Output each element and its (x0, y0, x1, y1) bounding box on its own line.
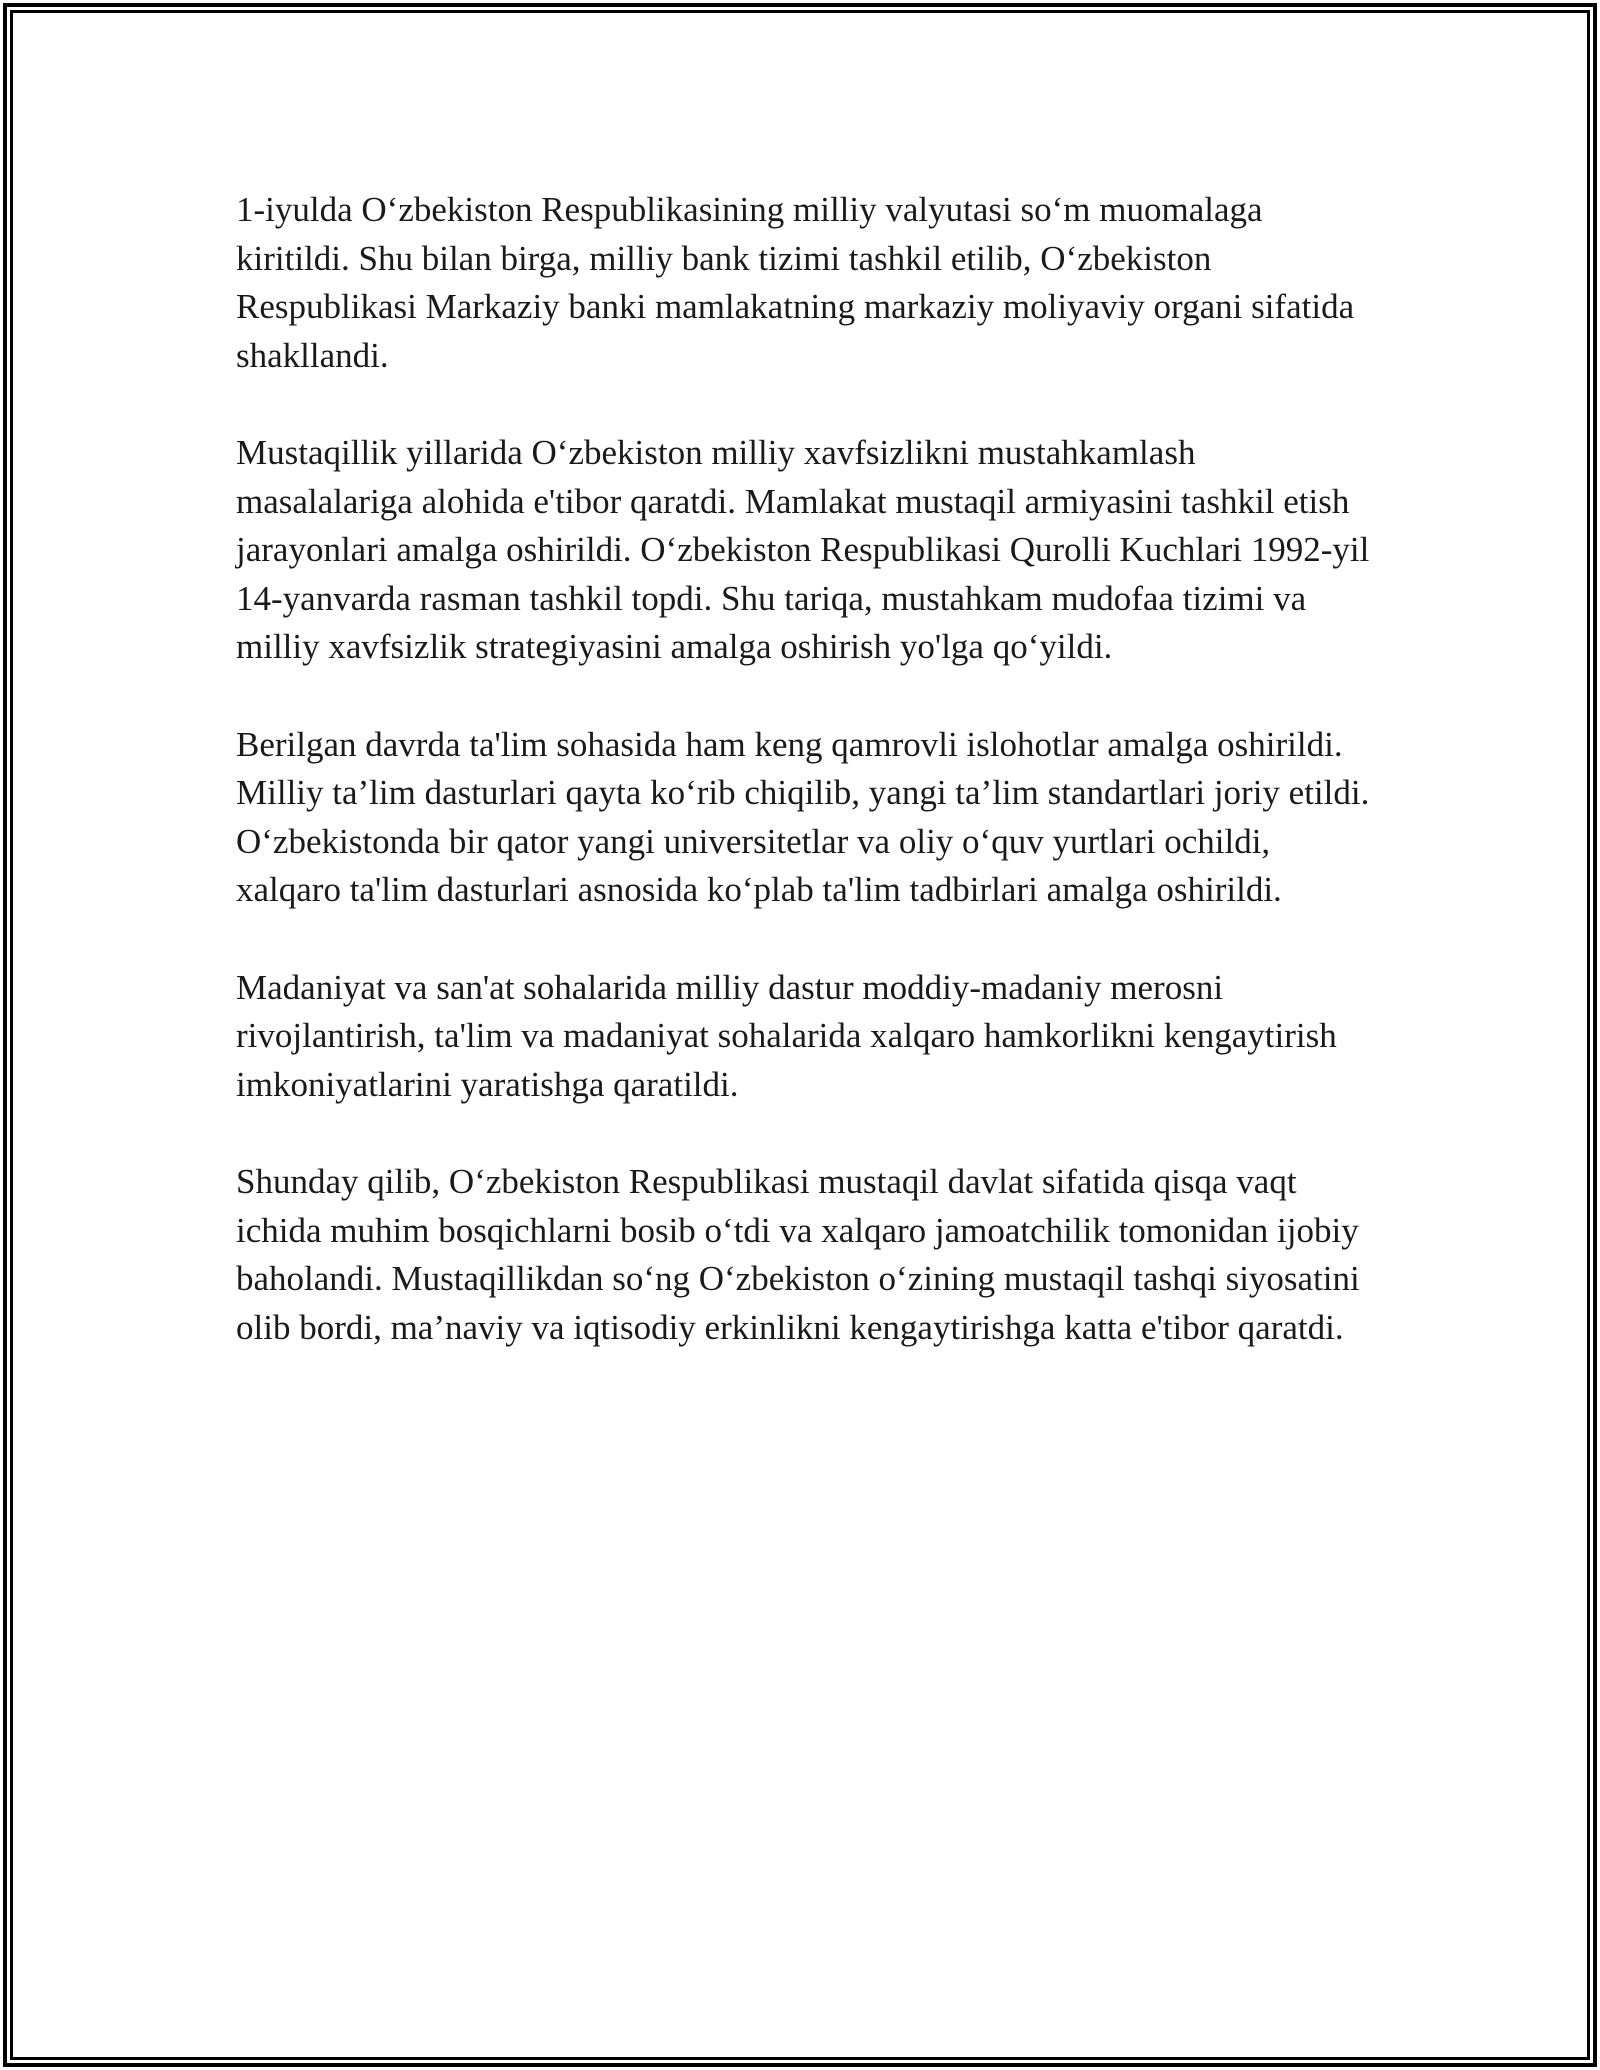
paragraph-conclusion: Shunday qilib, O‘zbekiston Respublikasi mustaqil davlat sifatida qisqa vaqt ichida muhim bosqichlarni bosib o‘tdi va xalqaro jamoatchilik tomonidan ijobiy baholandi. Mustaqillikdan so‘ng O‘zbekiston o‘zining mustaqil tashqi siyosatini olib bordi, ma’naviy va iqtisodiy erkinlikni kengaytirishga katta e'tibor qaratdi. (236, 1162, 1360, 1347)
paragraph-education: Berilgan davrda ta'lim sohasida ham keng qamrovli islohotlar amalga oshirildi. Milliy ta’lim dasturlari qayta ko‘rib chiqilib, yangi ta’lim standartlari joriy etildi. O‘zbekistonda bir qator yangi universitetlar va oliy o‘quv yurtlari ochildi, xalqaro ta'lim dasturlari asnosida ko‘plab ta'lim tadbirlari amalga oshirildi. (236, 724, 1370, 909)
paragraph-currency: 1-iyulda O‘zbekiston Respublikasining milliy valyutasi so‘m muomalaga kiritildi. Shu bilan birga, milliy bank tizimi tashkil etilib, O‘zbekiston Respublikasi Markaziy banki mamlakatning markaziy moliyaviy organi sifatida shakllandi. (236, 190, 1355, 375)
paragraph-culture: Madaniyat va san'at sohalarida milliy dastur moddiy-madaniy merosni rivojlantirish, ta'lim va madaniyat sohalarida xalqaro hamkorlikni kengaytirish imkoniyatlarini yaratishga qaratildi. (236, 967, 1337, 1104)
document-body (236, 186, 1372, 1401)
paragraph-security: Mustaqillik yillarida O‘zbekiston milliy xavfsizlikni mustahkamlash masalalariga alohida e'tibor qaratdi. Mamlakat mustaqil armiyasini tashkil etish jarayonlari amalga oshirildi. O‘zbekiston Respublikasi Qurolli Kuchlari 1992-yil 14-yanvarda rasman tashkil topdi. Shu tariqa, mustahkam mudofaa tizimi va milliy xavfsizlik strategiyasini amalga oshirish yo'lga qo‘yildi. (236, 433, 1370, 666)
